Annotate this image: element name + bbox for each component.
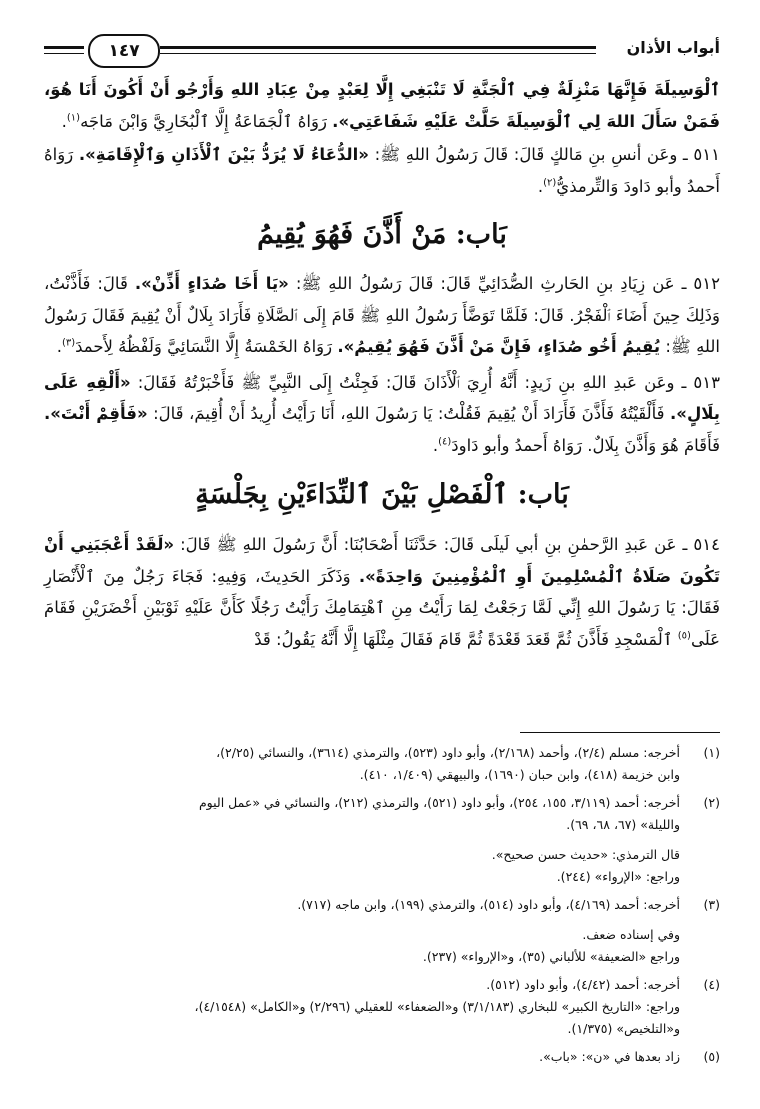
hadith-514	[44, 529, 720, 655]
footnote-number: (٣)	[703, 897, 720, 912]
footnote-3	[44, 894, 720, 968]
footnote-line: أخرجه: أحمد (٤/١٦٩)، وأبو داود (٥١٤)، والترمذي (١٩٩)، وابن ماجه (٧١٧).	[297, 897, 680, 912]
hadith-intro: ٥١١ ـ وعَن أنسِ بنِ مَالكٍ قَالَ: قَالَ رَسُولُ اللهِ ﷺ:	[374, 145, 720, 164]
footnote-number: (٤)	[703, 977, 720, 992]
footnote-line: وراجع: «التاريخ الكبير» للبخاري (٣/١/١٨٣) و«الضعفاء» للعقيلي (٢/٢٩٦) و«الكامل» (٤/١٥٤٨)،	[194, 999, 680, 1014]
page-number: ١٤٧	[88, 34, 160, 68]
footnote-line: أخرجه: أحمد (٤/٤٢)، وأبو داود (٥١٢).	[486, 977, 680, 992]
main-text	[44, 74, 720, 655]
footnote-ref: (٢)	[543, 177, 557, 188]
footnote-4	[44, 974, 720, 1040]
footnote-5	[44, 1046, 720, 1068]
hadith-quote: يُقِيمُ أَخُو صُدَاءٍ، فَإِنَّ مَنْ أَذَّنَ فَهُوَ يُقِيمُ».	[337, 337, 661, 356]
hadith-intro: ٥١٤ ـ عَن عَبدِ الرَّحمٰنِ بنِ أبي لَيلَى قَالَ: حَدَّثَنَا أَصْحَابُنَا: أَنَّ رَسُولَ اللهِ ﷺ قَالَ:	[180, 535, 720, 554]
footnote-ref: (٥)	[677, 630, 691, 641]
hadith-quote: «الدُّعَاءُ لَا يُرَدُّ بَيْنَ ٱلْأَذَانِ وَٱلْإِقَامَةِ».	[78, 145, 369, 164]
hadith-source: رَوَاهُ ٱلْجَمَاعَةُ إِلَّا ٱلْبُخَارِيَّ وَابْنَ مَاجَه	[80, 111, 327, 131]
hadith-quote: «أَلْقِهِ عَلَى بِلَالٍ».	[44, 372, 720, 423]
hadith-text: وَذَكَرَ الحَدِيثَ، وَفِيهِ: فَجَاءَ رَجُلٌ مِنَ ٱلْأَنْصَارِ فَقَالَ: يَا رَسُولَ اللهِ إِنِّي لَمَّا رَجَعْتُ لِمَا رَأَيْتُ مِنِ ٱهْتِمَامِكَ رَأَيْتُ رَجُلًا كَأَنَّ عَلَيْهِ ثَوْبَيْنِ أَخْضَرَيْنِ فَقَامَ عَلَى	[44, 566, 720, 649]
footnote-note: وراجع «الضعيفة» للألباني (٣٥)، و«الإرواء» (٢٣٧).	[422, 949, 680, 964]
hadith-quote: «لَقَدْ أَعْجَبَنِي أَنْ تَكُونَ صَلَاةُ ٱلْمُسْلِمِينَ أَوِ ٱلْمُؤْمِنِينَ وَاحِدَةً».	[44, 535, 721, 586]
footnote-line: أخرجه: أحمد (٣/١١٩، ١٥٥، ٢٥٤)، وأبو داود (٥٢١)، والترمذي (٢١٢)، والنسائي في «عمل اليوم	[198, 795, 680, 810]
hadith-text: فَأَلْقَيْتُهُ فَأَذَّنَ فَأَرَادَ أَنْ يُقِيمَ فَقُلْتُ: يَا رَسُولَ اللهِ، أَنَا رَأَيْتُ أُرِيدُ أَنْ أُقِيمَ، قَالَ:	[153, 404, 665, 423]
hadith-source: رَوَاهُ الخَمْسَةُ إِلَّا النَّسَائِيَّ وَلَفْظُهُ لِأَحمدَ	[75, 337, 333, 356]
hadith-intro: ٥١٢ ـ عَن زِيَادِ بنِ الحَارثِ الصُّدَائِيِّ قَالَ: قَالَ رَسُولُ اللهِ ﷺ:	[295, 274, 721, 293]
hadith-text: ٱلْمَسْجِدِ فَأَذَّنَ ثُمَّ قَعَدَ قَعْدَةً ثُمَّ قَامَ فَقَالَ مِثْلَهَا إِلَّا أَنَّهُ يَقُولُ: قَدْ	[254, 629, 673, 649]
hadith-quote: ٱلْوَسِيلَةَ فَإِنَّهَا مَنْزِلَةٌ فِي ٱلْجَنَّةِ لَا تَنْبَغِي إِلَّا لِعَبْدٍ مِنْ عِبَادِ اللهِ وَأَرْجُو أَنْ أَكُونَ أَنَا هُوَ، فَمَنْ سَأَلَ اللهَ لِي ٱلْوَسِيلَةَ حَلَّتْ عَلَيْهِ شَفَاعَتِي».	[44, 80, 720, 131]
footnote-number: (١)	[703, 745, 720, 760]
footnote-note: وفي إسناده ضعف.	[582, 927, 680, 942]
footnote-line: وابن خزيمة (٤١٨)، وابن حبان (١٦٩٠)، والبيهقي (١/٤٠٩، ٤١٠).	[359, 767, 680, 782]
footnote-1	[44, 742, 720, 786]
hadith-text: فَأَقَامَ هُوَ وَأَذَّنَ بِلَالٌ. رَوَاهُ أَحمدُ وأبو دَاودَ	[451, 435, 720, 455]
chapter-heading: بَاب: مَنْ أَذَّنَ فَهُوَ يُقِيمُ	[257, 219, 507, 250]
footnote-line: زاد بعدها في «ن»: «باب».	[539, 1049, 680, 1064]
footnote-divider	[520, 732, 720, 733]
footnote-line: والليلة» (٦٧، ٦٨، ٦٩).	[566, 817, 680, 832]
footnote-ref: (١)	[66, 112, 81, 123]
page-header	[44, 28, 720, 72]
footnote-2	[44, 792, 720, 888]
footnote-number: (٥)	[703, 1049, 720, 1064]
hadith-text: قَالَ: فَأَذَّنْتُ، وَذَلِكَ حِينَ أَضَاءَ ٱلْفَجْرُ. قَالَ: فَلَمَّا تَوَضَّأَ رَسُولُ اللهِ ﷺ قَامَ إِلَى ٱلصَّلَاةِ فَأَرَادَ بِلَالٌ أَنْ يُقِيمَ فَقَالَ رَسُولُ اللهِ ﷺ:	[44, 274, 720, 356]
footnote-line: و«التلخيص» (١/٣٧٥).	[567, 1021, 680, 1036]
header-rule-thin	[160, 53, 596, 54]
chapter-heading: بَاب: ٱلْفَصْلِ بَيْنَ ٱلنِّدَاءَيْنِ بِجَلْسَةٍ	[195, 479, 569, 510]
footnote-ref: (٤)	[438, 436, 452, 447]
footnote-line: أخرجه: مسلم (٢/٤)، وأحمد (٢/١٦٨)، وأبو داود (٥٢٣)، والترمذي (٣٦١٤)، والنسائي (٢/٢٥)،	[216, 745, 680, 760]
hadith-511: ٥١١ ـ وعَن أنسِ بنِ مَالكٍ قَالَ: قَالَ رَسُولُ اللهِ ﷺ: «الدُّعَاءُ لَا يُرَدُّ بَيْنَ ٱلْأَذَانِ وَٱلْإِقَامَةِ». رَوَاهُ أَحمدُ وأبو دَاودَ وَالتِّرمذيُّ$^{(٢)}$.	[44, 145, 720, 196]
hadith-512: ٥١٢ ـ عَن زِيَادِ بنِ الحَارثِ الصُّدَائِيِّ قَالَ: قَالَ رَسُولُ اللهِ ﷺ: «يَا أَخَا صُدَاءٍ أَذِّنْ». قَالَ: فَأَذَّنْتُ، وَذَلِكَ حِينَ أَضَاءَ ٱلْفَجْرُ. قَالَ: فَلَمَّا تَوَضَّأَ رَسُولُ اللهِ ﷺ قَامَ إِلَى ٱلصَّلَاةِ فَأَرَادَ بِلَالٌ أَنْ يُقِيمَ فَقَالَ رَسُولُ اللهِ ﷺ: يُقِيمُ أَخُو صُدَاءٍ، فَإِنَّ مَنْ أَذَّنَ فَهُوَ يُقِيمُ». رَوَاهُ الخَمْسَةُ إِلَّا النَّسَائِيَّ وَلَفْظُهُ لِأَحمدَ$^{(٣)}$.	[44, 274, 721, 356]
footnotes	[44, 742, 720, 1068]
footnote-note: وراجع: «الإرواء» (٢٤٤).	[556, 869, 680, 884]
header-rule-left-thick	[44, 46, 84, 49]
hadith-intro: ٥١٣ ـ وعَن عَبدِ اللهِ بنِ زَيدٍ: أَنَّهُ أُرِيَ ٱلْأَذَانَ قَالَ: فَجِئْتُ إِلَى النَّبِيِّ ﷺ فَأَخْبَرْتُهُ فَقَالَ:	[137, 372, 720, 392]
footnote-note: قال الترمذي: «حديث حسن صحيح».	[491, 847, 680, 862]
hadith-quote: «فَأَقِمْ أَنْتَ».	[44, 404, 148, 423]
footnote-number: (٢)	[703, 795, 720, 810]
running-title: أبواب الأذان	[626, 38, 720, 57]
header-rule-left-thin	[44, 53, 84, 54]
hadith-quote: «يَا أَخَا صُدَاءٍ أَذِّنْ».	[134, 274, 289, 293]
paragraph-continuation: ٱلْوَسِيلَةَ فَإِنَّهَا مَنْزِلَةٌ فِي ٱلْجَنَّةِ لَا تَنْبَغِي إِلَّا لِعَبْدٍ مِنْ عِبَادِ اللهِ وَأَرْجُو أَنْ أَكُونَ أَنَا هُوَ، فَمَنْ سَأَلَ اللهَ لِي ٱلْوَسِيلَةَ حَلَّتْ عَلَيْهِ شَفَاعَتِي». رَوَاهُ ٱلْجَمَاعَةُ إِلَّا ٱلْبُخَارِيَّ وَابْنَ مَاجَه$^{(١)}$.	[44, 80, 720, 131]
header-rule-thick	[160, 46, 596, 49]
hadith-source: رَوَاهُ أَحمدُ وأبو دَاودَ وَالتِّرمذيُّ	[44, 145, 720, 196]
hadith-513: ٥١٣ ـ وعَن عَبدِ اللهِ بنِ زَيدٍ: أَنَّهُ أُرِيَ ٱلْأَذَانَ قَالَ: فَجِئْتُ إِلَى النَّبِيِّ ﷺ فَأَخْبَرْتُهُ فَقَالَ: «أَلْقِهِ عَلَى بِلَالٍ». فَأَلْقَيْتُهُ فَأَذَّنَ فَأَرَادَ أَنْ يُقِيمَ فَقُلْتُ: يَا رَسُولَ اللهِ، أَنَا رَأَيْتُ أُرِيدُ أَنْ أُقِيمَ، قَالَ: «فَأَقِمْ أَنْتَ». فَأَقَامَ هُوَ وَأَذَّنَ بِلَالٌ. رَوَاهُ أَحمدُ وأبو دَاودَ$^{(٤)}$.	[44, 372, 720, 455]
footnote-ref: (٣)	[61, 337, 76, 349]
